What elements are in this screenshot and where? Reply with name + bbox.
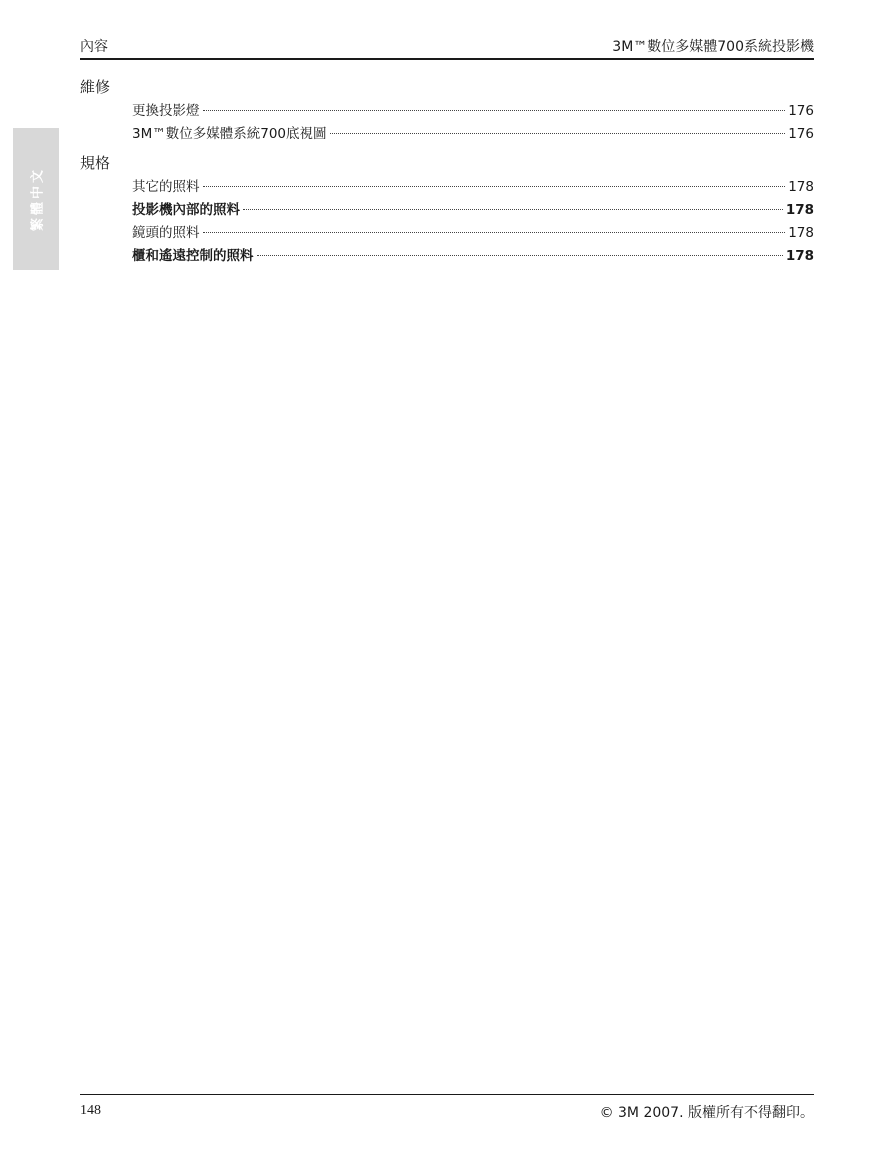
toc-entry[interactable] (132, 100, 814, 123)
toc-leader-dots (257, 254, 783, 256)
toc-leader-dots (203, 231, 786, 233)
toc-entry-page: 176 (788, 126, 814, 142)
toc-entry-page: 178 (785, 248, 814, 264)
toc-entry-title: 櫃和遙遠控制的照料 (132, 248, 254, 264)
toc-entry[interactable] (132, 123, 814, 146)
toc-entry[interactable] (132, 222, 814, 245)
toc-leader-dots (203, 109, 786, 111)
toc-entry-page: 178 (785, 202, 814, 218)
page-header (80, 34, 814, 60)
copyright-notice: © 3M 2007. 版權所有不得翻印。 (599, 1105, 814, 1121)
toc-section-title: 維修 (80, 78, 111, 96)
toc-entry[interactable] (132, 176, 814, 199)
table-of-contents (80, 76, 814, 268)
side-tab-label: 繁體中文 (30, 166, 46, 232)
toc-entry-page: 178 (788, 225, 814, 241)
toc-leader-dots (330, 132, 786, 134)
toc-entry[interactable] (132, 245, 814, 268)
toc-leader-dots (203, 185, 786, 187)
header-section-label: 內容 (80, 39, 108, 55)
page-number: 148 (80, 1103, 101, 1118)
toc-entry-page: 176 (788, 103, 814, 119)
toc-section-title: 規格 (80, 154, 111, 172)
toc-entry[interactable] (132, 199, 814, 222)
toc-entry-title: 鏡頭的照料 (132, 225, 200, 241)
toc-entry-title: 3M™數位多媒體系統700底視圖 (132, 126, 327, 142)
toc-entry-title: 投影機內部的照料 (132, 202, 240, 218)
page-footer (80, 1094, 814, 1121)
toc-leader-dots (243, 208, 783, 210)
toc-entry-title: 其它的照料 (132, 179, 200, 195)
header-product-title: 3M™數位多媒體700系統投影機 (612, 39, 814, 55)
language-side-tab (13, 128, 59, 270)
toc-entry-page: 178 (788, 179, 814, 195)
toc-entry-title: 更換投影燈 (132, 103, 200, 119)
